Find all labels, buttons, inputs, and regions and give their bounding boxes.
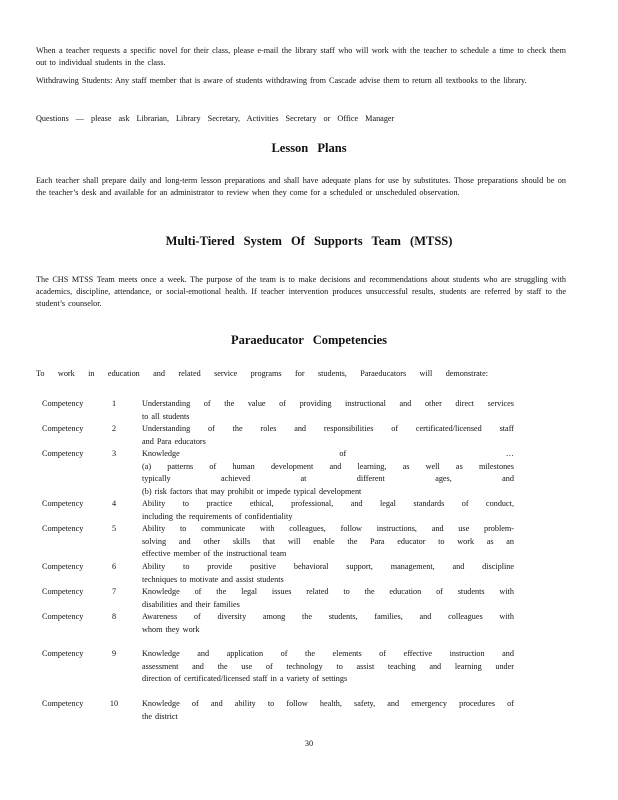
competency-label: Competency	[42, 449, 84, 458]
competency-number: 5	[111, 524, 117, 533]
paraeducator-intro: To work in education and related service programs for students, Paraeducators will demonstrate:	[36, 369, 488, 378]
competency-label: Competency	[42, 699, 84, 708]
competency-label: Competency	[42, 424, 84, 433]
competency-description-line: Ability to communicate with colleagues, follow instructions, and use problem-	[142, 524, 514, 533]
competency-description-line: disabilities and their families	[142, 599, 240, 609]
competency-description-line: Ability to practice ethical, professional, and legal standards of conduct,	[142, 499, 514, 508]
competency-label: Competency	[42, 499, 84, 508]
competency-number: 9	[111, 649, 117, 658]
competency-description-line: direction of certificated/licensed staff in a variety of settings	[142, 674, 348, 683]
competency-number: 4	[111, 499, 117, 508]
competency-number: 10	[109, 699, 119, 708]
competency-description	[142, 586, 514, 611]
competency-description-line: whom they work	[142, 624, 200, 634]
mtss-paragraph: The CHS MTSS Team meets once a week. The purpose of the team is to make decisions and recommendations about students who are struggling with academics, discipline, attendance, or social-emotional health. If teacher intervention produces unsuccessful results, students are referred by staff to the student’s counselor.	[36, 275, 566, 308]
competency-description	[142, 523, 514, 561]
competency-description-line: the district	[142, 711, 178, 721]
competency-label: Competency	[42, 649, 84, 658]
competency-description-line: typically achieved at different ages, and	[142, 474, 514, 483]
lesson-plans-heading: Lesson Plans	[271, 141, 347, 155]
library-questions: Questions — please ask Librarian, Library Secretary, Activities Secretary or Office Manager	[36, 114, 395, 123]
competency-description	[142, 561, 514, 586]
competency-description-line: including the requirements of confidentiality	[142, 511, 293, 521]
mtss-heading: Multi-Tiered System Of Supports Team (MTSS)	[165, 234, 453, 248]
competency-label: Competency	[42, 562, 84, 571]
competency-number: 2	[111, 424, 117, 433]
library-paragraph-withdrawing: Withdrawing Students: Any staff member that is aware of students withdrawing from Cascade advise them to return all textbooks to the library.	[36, 76, 527, 85]
competency-label: Competency	[42, 587, 84, 596]
paraeducator-heading: Paraeducator Competencies	[230, 333, 388, 347]
competency-description	[142, 398, 514, 423]
competency-description-line: Understanding of the value of providing instructional and other direct services	[142, 399, 514, 408]
competency-number: 8	[111, 612, 117, 621]
competency-label: Competency	[42, 612, 84, 621]
lesson-plans-paragraph: Each teacher shall prepare daily and long-term lesson preparations and shall have adequate plans for use by substitutes. Those preparations should be on the teacher’s desk and available for an administrator to review when they come for a scheduled or unscheduled observation.	[36, 176, 566, 197]
competency-description-line: Knowledge of the legal issues related to the education of students with	[142, 587, 514, 596]
competency-description-line: Understanding of the roles and responsibilities of certificated/licensed staff	[142, 424, 514, 433]
competency-label: Competency	[42, 524, 84, 533]
competency-description	[142, 611, 514, 636]
competency-number: 6	[111, 562, 117, 571]
competency-description-line: assessment and the use of technology to assist teaching and learning under	[142, 661, 514, 671]
competency-number: 3	[111, 449, 117, 458]
competency-description-line: Knowledge and application of the elements of effective instruction and	[142, 649, 514, 658]
competency-description-line: Knowledge of …	[142, 449, 514, 458]
competency-description-line: solving and other skills that will enable the Para educator to work as an	[142, 536, 514, 546]
competency-description	[142, 498, 514, 523]
library-paragraph-novels: When a teacher requests a specific novel for their class, please e-mail the library staff who will work with the teacher to schedule a time to check them out to individual students in the class.	[36, 46, 566, 67]
competency-description-line: Ability to provide positive behavioral support, management, and discipline	[142, 562, 514, 571]
competency-description-line: and Para educators	[142, 436, 206, 446]
competency-label: Competency	[42, 399, 84, 408]
competency-description-line: (a) patterns of human development and learning, as well as milestones	[142, 461, 514, 471]
competency-number: 7	[111, 587, 117, 596]
competency-description-line: effective member of the instructional team	[142, 549, 287, 558]
competency-description-line: Knowledge of and ability to follow health, safety, and emergency procedures of	[142, 699, 514, 708]
competency-description	[142, 423, 514, 448]
competency-description-line: to all students	[142, 411, 190, 421]
page-number: 30	[304, 739, 314, 748]
competency-description-line: (b) risk factors that may prohibit or impede typical development	[142, 486, 362, 496]
competency-description-line: Awareness of diversity among the students, families, and colleagues with	[142, 612, 514, 621]
competency-description	[142, 448, 514, 498]
competency-description	[142, 648, 514, 686]
competency-number: 1	[111, 399, 117, 408]
competency-description	[142, 698, 514, 723]
competency-description-line: techniques to motivate and assist students	[142, 574, 284, 584]
